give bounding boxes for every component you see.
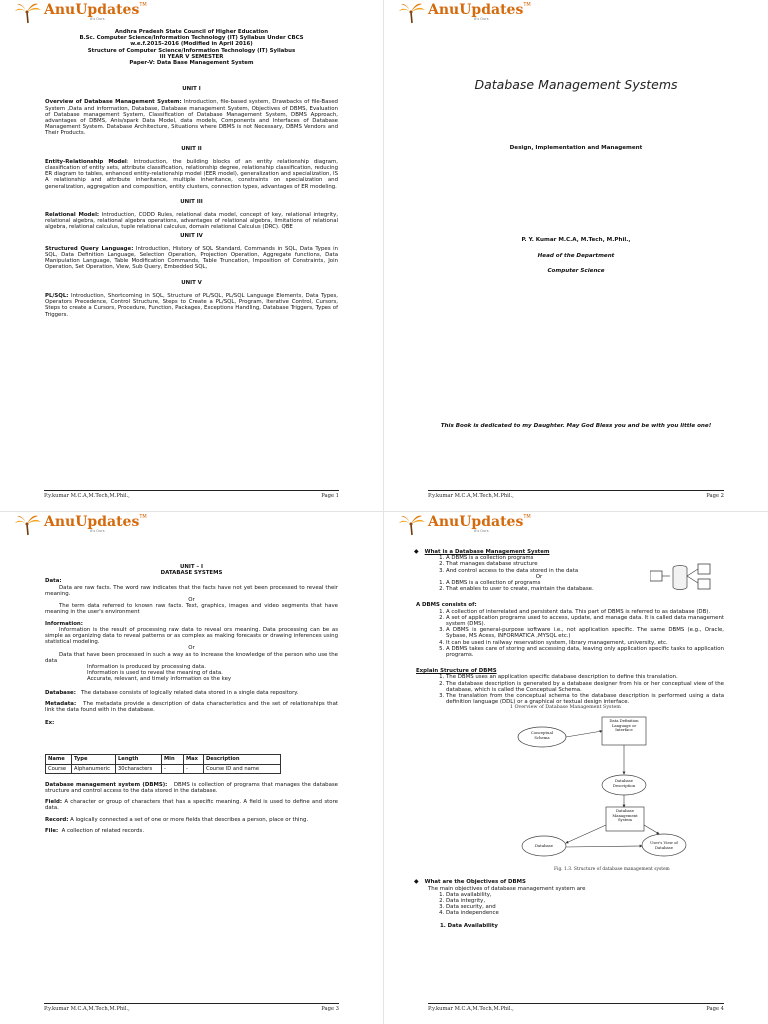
dbms-content [414,549,724,929]
footer-author: P.y.kumar M.C.A,M.Tech,M.Phil., [44,1006,130,1012]
information-note: Accurate, relevant, and timely information os the key [87,676,232,683]
brand-tagline: It's Ours [90,17,105,21]
unit-lead: Overview of Database Management System: [45,99,182,106]
metadata-definition [45,701,338,713]
footer-author: P.y.kumar M.C.A,M.Tech,M.Phil., [428,493,514,499]
column-header: Type [72,755,116,764]
page-4 [384,512,768,1024]
palm-tree-icon [14,2,42,24]
unit-heading: UNIT II [181,145,202,152]
database-illustration-icon [650,563,720,595]
node-label: Database Management System [612,808,638,823]
syllabus-header [45,29,338,66]
node-label: Database [535,843,553,849]
term-text: A logically connected a set of one or more fields that describes a person, place or thing. [70,816,309,823]
header-line: III YEAR V SEMESTER [159,53,224,60]
term-text: A collection of related records. [61,827,145,834]
unit-lead: Structured Query Language: [45,245,134,252]
page-footer [44,490,339,499]
header-line: Andhra Pradesh State Council of Higher Education [114,29,269,35]
column-header: Name [46,755,72,764]
term-lead: Record: [45,816,69,823]
unit-text: Introduction, Shortcoming in SQL, Structure of PL/SQL, PL/SQL Language Elements, Data Types, Operators Precedence, Control Structure, Steps to Create a PL/SQL, Program, Iterative Control, Cursors, Steps to create a Cursors, Procedure, Function, Packages, Exceptions Handling, Database Triggers, Types of Triggers. [45,292,338,318]
header-line: w.e.f.2015-2016 (Modified in April 2016) [130,41,253,48]
unit-heading: UNIT IV [180,232,203,239]
footer-author: P.y.kumar M.C.A,M.Tech,M.Phil., [428,1006,514,1012]
column-header: Length [116,755,162,764]
dedication: This Book is dedicated to my Daughter. May God Bless you and be with you little one! [440,423,712,429]
example-label: Ex: [45,720,55,727]
consists-heading: A DBMS consists of: [416,602,477,609]
brand-tagline: It's Ours [90,529,105,533]
brand-logo [398,514,531,538]
list-item: 3. And control access to the data stored in the data [446,568,724,574]
brand-name: AnuUpdates [44,2,140,18]
objectives-list [414,892,724,917]
brand-tm: TM [139,514,147,520]
list-item: 4. Data independence [446,910,724,916]
or-separator: Or [188,597,195,604]
unit-heading: UNIT – I [179,564,204,570]
page-footer [428,490,724,499]
brand-tagline: It's Ours [474,529,489,533]
page-number: Page 4 [706,1006,724,1012]
term-lead: Metadata: [45,700,77,707]
unit-heading: UNIT III [180,198,203,205]
table-cell: Alphanumeric [72,764,116,773]
dbms-structure-figure [484,705,724,875]
table-cell: - [184,764,204,773]
information-definition-alt: Data that have been processed in such a way as to increase the knowledge of the person who use the data [45,651,338,664]
column-header: Description [204,755,281,764]
record-definition [45,817,338,823]
list-item: 3. A DBMS is general-purpose software i.e., not application specific. The same DBMS (e.g., Oracle, Sybase, MS Acess, INFORMATICA ,MYSQL etc.) [446,627,724,639]
unit-lead: Entity-Relationship Model [45,158,127,165]
page-1 [0,0,384,512]
file-definition [45,828,338,834]
information-note: Information is produced by processing data. [87,664,206,671]
brand-tm: TM [139,2,147,8]
syllabus-content [45,29,338,320]
header-line: Paper-V: Data Base Management System [129,60,254,67]
list-item: 5. A DBMS takes care of storing and accessing data, leaving only application specific tasks to application programs. [446,646,724,658]
table-cell: Course [46,764,72,773]
question-text: What is a Database Management System [424,549,550,555]
information-definition: Information is the result of processing raw data to reveal ors meaning. Data processing can be as simple as organizing data to reveal patterns or as complex as making forecasts or drawing inferences using statistical modeling. [45,626,338,646]
list-item: 2. Data integrity, [446,898,724,904]
table-header-row [46,755,281,764]
list-item: 1. Data availability, [446,892,724,898]
list-item: 1. A collection of interrelated and persistent data. This part of DBMS is referred to as database (DB). [446,609,724,615]
header-line: B.Sc. Computer Science/Information Technology (IT) Syllabus Under CBCS [79,35,304,42]
unit-description [45,246,338,271]
author-department: Computer Science [547,268,605,274]
figure-caption: Fig. 1.3. Structure of database management system [554,867,670,873]
page-2 [384,0,768,512]
term-text: A character or group of characters that has a specific meaning. A field is used to define and store data. [45,799,338,812]
table-cell: - [162,764,184,773]
author-name: P. Y. Kumar M.C.A, M.Tech, M.Phil., [521,237,631,243]
page-3 [0,512,384,1024]
brand-name: AnuUpdates [428,2,524,18]
brand-name: AnuUpdates [428,514,524,530]
unit-text: Introduction, CODD Rules, relational data model, concept of key, relational integrity, relational algebra, relational algebra operations, advantages of relational algebra, limitations of relational algebra, relational calculus, tuple relational calculus, domain relational Calculus (DRC). QBE [45,212,338,231]
node-label: User's View of Database [650,840,678,850]
list-item: 1. A DBMS is a collection of programs [446,580,724,586]
page-footer [44,1003,339,1012]
palm-tree-icon [14,514,42,536]
bullet-icon: ◆ [414,878,419,886]
unit-description [45,293,338,318]
unit-title: DATABASE SYSTEMS [160,570,223,577]
or-separator: Or [535,573,543,580]
unit-text: : Introduction, the building blocks of an entity relationship diagram, classification of entity sets, attribute classification, relationship degree, relationship classification, reducing ER diagram to tables, enhanced entity-relationship model (EER model), generalization and specialization, IS A relationship and attribute inheritance, multiple inheritance, constraints on specialization and generalization, aggregation and composition, entity clusters, connection types, advantages of ER modeling. [45,158,338,190]
header-line: Structure of Computer Science/Information Technology (IT) Syllabus [87,47,296,54]
book-title: Database Management Systems [474,77,678,92]
node-label: Database Description [612,778,636,788]
list-item: 2. That manages database structure [446,561,724,567]
list-item: 3. Data security, and [446,904,724,910]
field-definition [45,799,338,811]
unit-lead: PL/SQL: [45,292,69,299]
book-subtitle: Design, Implementation and Management [509,145,643,151]
term-lead: Field: [45,799,63,806]
author-role: Head of the Department [537,253,615,259]
page-footer [428,1003,724,1012]
list-item: 3. The translation from the conceptual schema to the database description is performed using a data definition language (DDL) or a graphical or textual design interface. [446,693,724,705]
bullet-icon: ◆ [414,548,419,555]
information-heading: Information: [45,620,83,627]
list-item: 2. That enables to user to create, maintain the database. [446,586,724,592]
node-label: Conceptual Schema [531,730,553,740]
term-text: The database consists of logically related data stored in a single data repository. [80,689,299,696]
column-header: Min [162,755,184,764]
list-item: 2. A set of application programs used to access, update, and manage data. It is called data management system (DMS). [446,615,724,627]
unit-description [45,99,338,136]
brand-logo [14,2,147,26]
brand-tagline: It's Ours [474,17,489,21]
term-lead: File: [45,827,59,834]
dbms-definition [45,782,338,794]
unit-text: Introduction, file-based system, Drawbacks of file-Based System ,Data and information, Database, Database management System, Objectives of DBMS, Evaluation of Database management System, Classification of Database Management System, DBMS Approach, advantages of DBMS, Anis/spark Data Model, data models, Components and Interfaces of Database Management System. Database Architecture, Situations where DBMS is not Necessary, DBMS Vendors and Their Products. [45,99,338,137]
table-cell: 30characters [116,764,162,773]
node-label: Data Definition Language or Interface [609,718,639,733]
list-item: 4. It can be used in railway reservation system, library management, university, etc. [446,640,724,646]
data-definition-alt: The term data referred to known raw facts. Text, graphics, images and video segments that have meaning in the user's environment [45,603,338,616]
data-heading: Data: [45,578,62,585]
footer-author: P.y.kumar M.C.A,M.Tech,M.Phil., [44,493,130,499]
objectives-intro: The main objectives of database management system are [428,885,586,892]
page-number: Page 3 [321,1006,339,1012]
database-definition [45,690,338,696]
page-number: Page 2 [706,493,724,499]
question-text: What are the Objectives of DBMS [424,879,526,886]
term-text: The metadata provide a description of data characteristics and the set of relationships that link the data found with in the database. [45,700,339,714]
unit-text: Introduction, History of SQL Standard, Commands in SQL, Data Types in SQL, Data Definition Language, Selection Operation, Projection Operation, Aggregate functions, Data Manipulation Language, Table Modification Commands, Table Truncation, Imposition of Constraints, Join Operation, Set Operation, View, Sub Query, Embedded SQL, [45,245,338,271]
term-lead: Database management system (DBMS): [45,781,168,788]
column-header: Max [184,755,204,764]
list-item: 1. A DBMS is a collection programs [446,555,724,561]
unit-lead: Relational Model: [45,212,100,219]
figure-title: 1 Overview of Database Management System [510,705,621,711]
explain-heading: Explain Structure of DBMS [416,668,497,675]
information-note: Information is used to reveal the meaning of data. [87,670,223,677]
unit-heading: UNIT I [182,86,201,93]
unit-heading: UNIT V [181,279,202,286]
palm-tree-icon [398,2,426,24]
brand-tm: TM [523,2,531,8]
availability-heading: 1. Data Availability [440,922,498,929]
table-row [46,764,281,773]
page-number: Page 1 [321,493,339,499]
list-item: 1. The DBMS uses an application specific database description to define this translation. [446,674,724,680]
table-cell: Course ID and name [204,764,281,773]
brand-name: AnuUpdates [44,514,140,530]
consists-list [414,609,724,659]
example-table [45,754,281,773]
unit-description [45,212,338,231]
palm-tree-icon [398,514,426,536]
information-notes [45,664,338,683]
data-definition: Data are raw facts. The word raw indicates that the facts have not yet been processed to reveal their meaning. [45,584,338,597]
list-item: 2. The database description is generated by a database designer from his or her conceptual view of the database, which is called the Conceptual Schema. [446,681,724,693]
term-text: DBMS is collection of programs that manages the database structure and control access to the data stored in the database. [45,781,339,795]
term-lead: Database: [45,689,76,696]
brand-logo [14,514,147,538]
unit-one-content [45,564,338,836]
or-separator: Or [188,645,195,652]
explain-list [414,674,724,705]
brand-logo [398,2,531,26]
brand-tm: TM [523,514,531,520]
definition-block [414,555,724,592]
unit-description [45,159,338,190]
